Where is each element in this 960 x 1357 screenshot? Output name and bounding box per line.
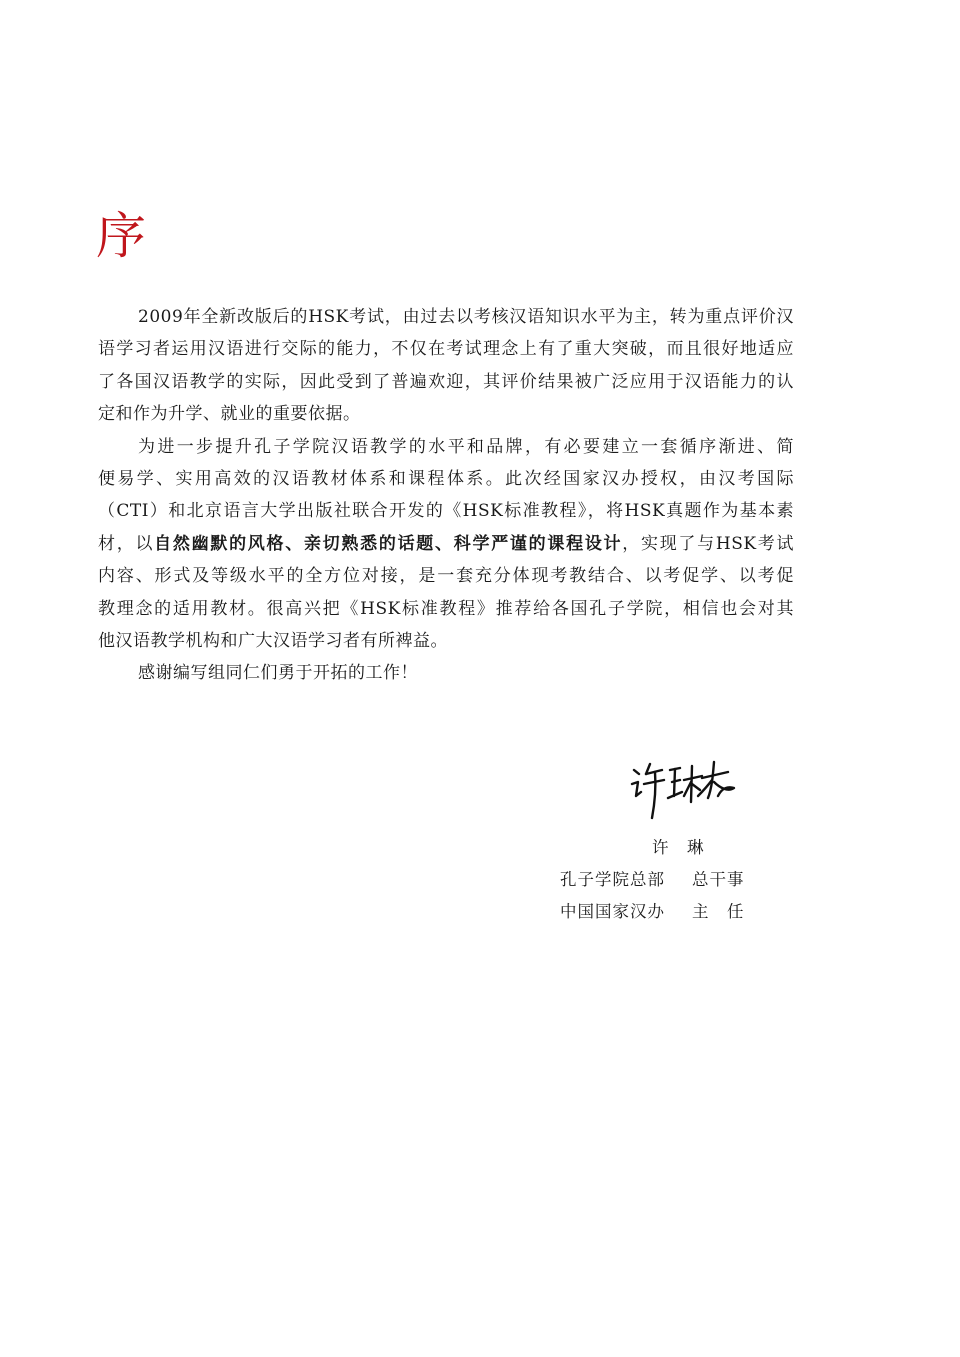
text-line: 了各国汉语教学的实际，因此受到了普遍欢迎，其评价结果被广泛应用于汉语能力的认 [98,371,794,392]
text-line: 他汉语教学机构和广大汉语学习者有所裨益。 [98,630,448,651]
text-line: 教理念的适用教材。很高兴把《HSK标准教程》推荐给各国孔子学院，相信也会对其 [98,598,794,619]
signatory-title-row [560,864,762,896]
paragraph-1 [98,301,794,431]
text-line-with-emphasis [98,528,794,560]
paragraph-3 [98,657,794,689]
emphasis-text: 自然幽默的风格、亲切熟悉的话题、科学严谨的课程设计 [154,533,623,554]
text-line: 2009年全新改版后的HSK考试，由过去以考核汉语知识水平为主，转为重点评价汉 [138,307,794,327]
text-line: 内容、形式及等级水平的全方位对接，是一套充分体现考教结合、以考促学、以考促 [98,566,794,587]
text-segment: ，实现了与HSK考试 [622,533,795,554]
text-line: 定和作为升学、就业的重要依据。 [98,404,361,425]
text-line: （CTI）和北京语言大学出版社联合开发的《HSK标准教程》，将HSK真题作为基本素 [98,501,794,522]
page-title: 序 [96,207,146,265]
paragraph-2 [98,431,794,658]
text-segment: 材，以 [98,533,155,554]
handwritten-signature-icon [628,758,738,822]
signatory-organization: 中国国家汉办 [560,902,665,921]
signatory-role: 主 任 [692,902,745,921]
signatory-organization: 孔子学院总部 [560,870,665,889]
text-line: 为进一步提升孔子学院汉语教学的水平和品牌，有必要建立一套循序渐进、简 [138,436,794,457]
signatory-name-row [560,832,762,864]
text-line: 语学习者运用汉语进行交际的能力，不仅在考试理念上有了重大突破，而且很好地适应 [98,339,794,360]
signatory-name: 许 琳 [652,838,705,857]
signatory-role: 总干事 [692,870,745,889]
signatory-title-row [560,896,762,928]
text-line: 便易学、实用高效的汉语教材体系和课程体系。此次经国家汉办授权，由汉考国际 [98,468,794,489]
text-line: 感谢编写组同仁们勇于开拓的工作！ [138,663,418,684]
signature-block [560,832,762,928]
preface-body [98,301,794,690]
